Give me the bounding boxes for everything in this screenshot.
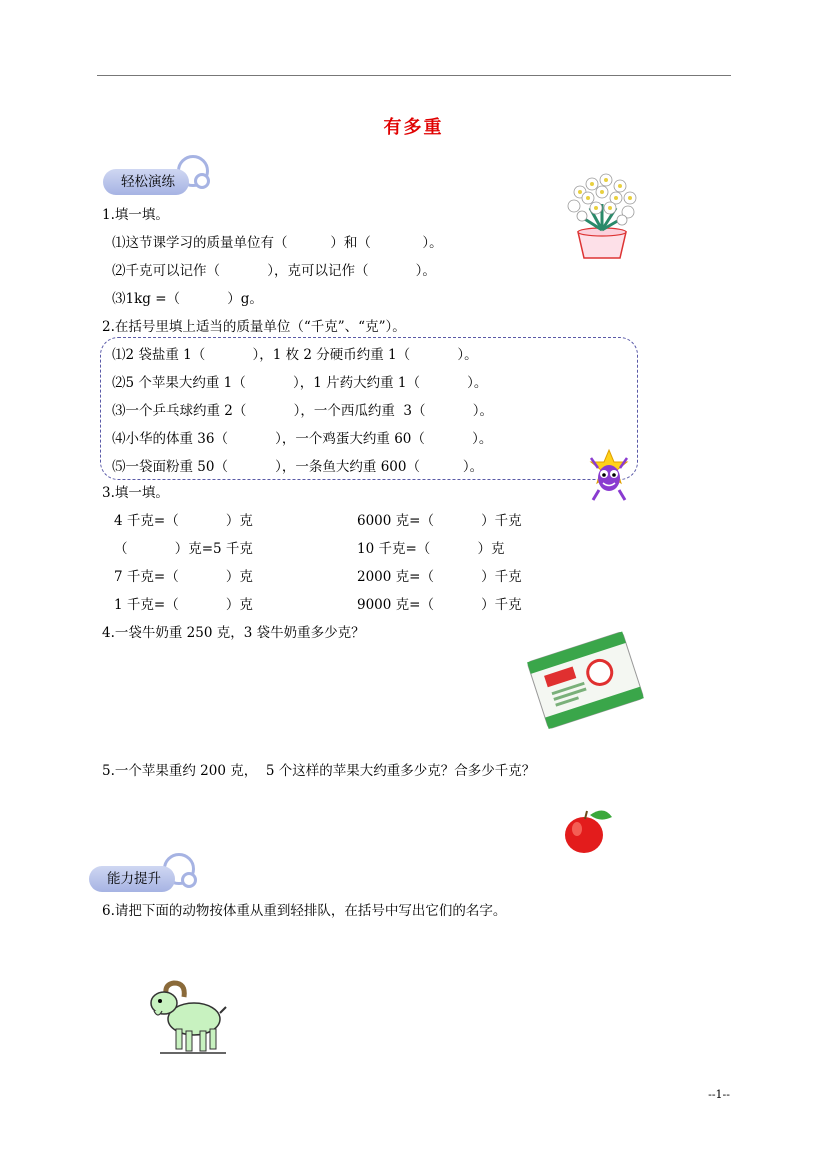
- q2-line-5: ⑸一袋面粉重 50（ ），一条鱼大约重 600（ ）。: [112, 459, 484, 475]
- q3-left-4: 1 千克=（ ）克: [114, 597, 253, 613]
- section-title-advanced: 能力提升: [89, 866, 175, 892]
- page-number: --1--: [708, 1088, 730, 1101]
- milk-bag-image: [525, 625, 650, 745]
- page-title: 有多重: [383, 117, 444, 138]
- goat-image: [140, 975, 228, 1057]
- q3-left-3: 7 千克=（ ）克: [114, 569, 253, 585]
- q3-heading: 3.填一填。: [102, 485, 169, 501]
- q2-heading: 2.在括号里填上适当的质量单位（“千克”、“克”）。: [102, 319, 406, 335]
- apple-image: [560, 805, 618, 855]
- q1-line-1: ⑴这节课学习的质量单位有（ ）和（ ）。: [112, 235, 443, 251]
- q3-right-2: 10 千克=（ ）克: [357, 541, 505, 557]
- q4-question: 4.一袋牛奶重 250 克，3 袋牛奶重多少克？: [102, 625, 365, 641]
- q5-question: 5.一个苹果重约 200 克， 5 个这样的苹果大约重多少克？合多少千克？: [102, 763, 536, 779]
- q1-heading: 1.填一填。: [102, 207, 169, 223]
- q2-line-1: ⑴2 袋盐重 1（ ），1 枚 2 分硬币约重 1（ ）。: [112, 347, 478, 363]
- q3-left-1: 4 千克=（ ）克: [114, 513, 253, 529]
- q2-line-2: ⑵5 个苹果大约重 1（ ），1 片药大约重 1（ ）。: [112, 375, 488, 391]
- q1-line-2: ⑵千克可以记作（ ），克可以记作（ ）。: [112, 263, 436, 279]
- q3-right-3: 2000 克=（ ）千克: [357, 569, 522, 585]
- q3-right-1: 6000 克=（ ）千克: [357, 513, 522, 529]
- q3-left-2: （ ）克=5 千克: [114, 541, 253, 557]
- q1-line-3: ⑶1kg =（ ）g。: [112, 291, 263, 307]
- header-rule: [97, 75, 731, 76]
- badge-bubble-small: [181, 872, 197, 888]
- q3-right-4: 9000 克=（ ）千克: [357, 597, 522, 613]
- section-title-easy: 轻松演练: [103, 169, 189, 195]
- q2-line-3: ⑶一个乒乓球约重 2（ ），一个西瓜约重 3（ ）。: [112, 403, 493, 419]
- cartoon-character-image: [585, 448, 633, 504]
- flower-pot-image: [560, 170, 645, 262]
- q6-question: 6.请把下面的动物按体重从重到轻排队，在括号中写出它们的名字。: [102, 903, 507, 919]
- badge-bubble-small: [194, 173, 210, 189]
- q2-line-4: ⑷小华的体重 36（ ），一个鸡蛋大约重 60（ ）。: [112, 431, 493, 447]
